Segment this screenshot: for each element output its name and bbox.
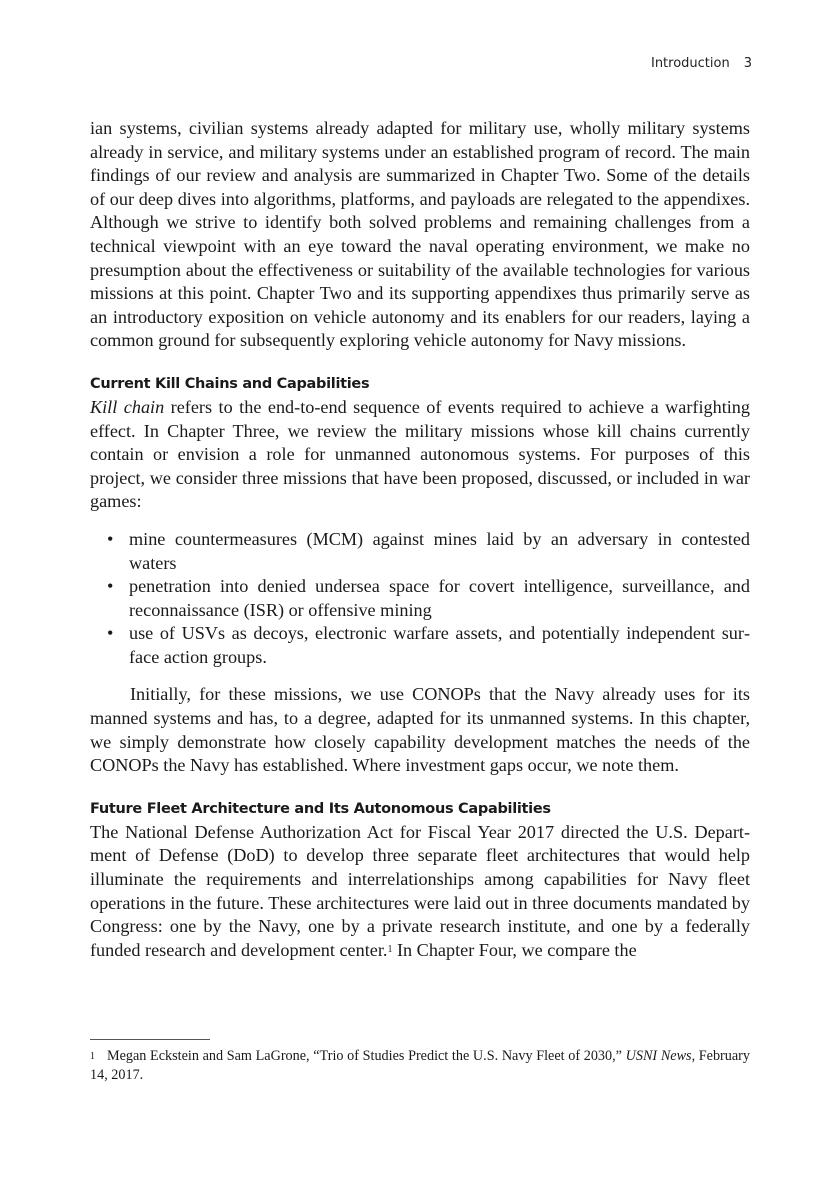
body-paragraph: Initially, for these missions, we use CONOPs that the Navy already uses for its manned systems and has, to a degree, adapted for its unmanned systems. In this chapter, we simply demonstrate how closely capability development matches the needs of the CONOPs the Navy has established. Where investment gaps occur, we note them. — [90, 684, 750, 776]
defined-term: Kill chain — [90, 396, 165, 417]
mission-list — [90, 528, 750, 670]
list-item-text: use of USVs as decoys, electronic warfare assets, and potentially independent surface action groups. — [129, 623, 750, 667]
paragraph-text: refers to the end-to-end sequence of events required to achieve a warfighting effect. In Chapter Three, we review the military missions whose kill chains currently contain or envision a role for unmanned autonomous systems. For purposes of this project, we consider three missions that have been proposed, discussed, or included in war games: — [90, 396, 750, 512]
bullet-icon: • — [107, 576, 114, 597]
paragraph-text: In Chapter Four, we compare the — [392, 939, 637, 960]
footnote-text: , February 14, 2017. — [90, 1048, 750, 1083]
section-heading: Future Fleet Architecture and Its Autonomous Capabilities — [90, 800, 551, 817]
running-title: Introduction — [650, 56, 730, 71]
footnote-divider — [90, 1039, 210, 1040]
footnote — [90, 1047, 750, 1085]
body-paragraph: ian systems, civilian systems already adapted for military use, wholly military systems already in service, and military systems under an established program of record. The main findings of our review and analysis are summarized in Chapter Two. Some of the details of our deep dives into algorithms, platforms, and payloads are relegated to the appendixes. Although we strive to identify both solved problems and remaining challenges from a technical viewpoint with an eye toward the naval operating environment, we make no presumption about the effectiveness or suitability of the available technologies for various missions at this point. Chapter Two and its supporting appendixes thus primarily serve as an introductory exposition on vehicle autonomy and its enablers for our readers, laying a common ground for subsequently exploring vehicle autonomy for Navy missions. — [90, 118, 750, 351]
body-paragraph — [90, 396, 750, 514]
section-heading: Current Kill Chains and Capabilities — [90, 375, 370, 392]
running-header — [651, 56, 752, 71]
paragraph-text: The National Defense Authorization Act for Fiscal Year 2017 directed the U.S. Department of Defense (DoD) to develop three separate fleet architectures that would help illuminate the requirements and interrelationships among capabilities for Navy fleet operations in the future. These architectures were laid out in three documents mandated by Congress: one by the Navy, one by a private research institute, and one by a federally funded research and development center. — [90, 821, 750, 960]
footnote-reference[interactable]: 1 — [387, 943, 393, 955]
publication-title: USNI News — [625, 1048, 692, 1064]
list-item — [107, 575, 750, 622]
page-body — [90, 117, 750, 962]
list-item-text: penetration into denied undersea space for covert intelligence, surveillance, and reconnaissance (ISR) or offensive mining — [129, 576, 750, 620]
footnote-mark: 1 — [90, 1051, 95, 1062]
body-paragraph — [90, 821, 750, 963]
bullet-icon: • — [107, 623, 114, 644]
list-item — [107, 622, 750, 669]
footnote-text: Megan Eckstein and Sam LaGrone, “Trio of Studies Predict the U.S. Navy Fleet of 2030,” — [107, 1048, 626, 1064]
bullet-icon: • — [107, 528, 114, 549]
list-item-text: mine countermeasures (MCM) against mines laid by an adversary in contested waters — [129, 528, 750, 573]
page-number: 3 — [743, 56, 752, 71]
list-item — [107, 528, 750, 575]
